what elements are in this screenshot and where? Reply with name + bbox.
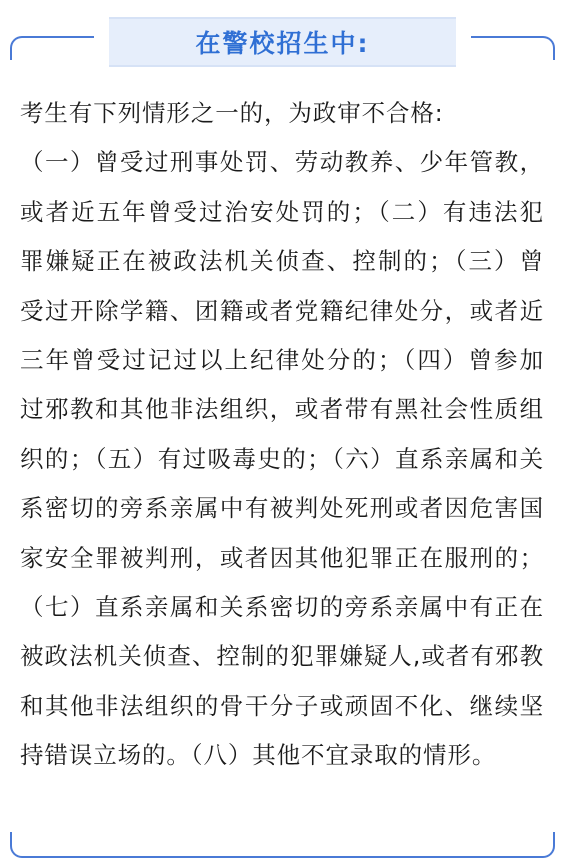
page-title: 在警校招生中: [195,29,370,58]
article-body [20,89,544,781]
title-banner [109,17,456,67]
criteria-paragraph: （一）曾受过刑事处罚、劳动教养、少年管教，或者近五年曾受过治安处罚的；（二）有违法犯罪嫌疑正在被政法机关侦查、控制的；（三）曾受过开除学籍、团籍或者党籍纪律处分，或者近三年曾受过记过以上纪律处分的；（四）曾参加过邪教和其他非法组织，或者带有黑社会性质组织的；（五）有过吸毒史的；（六）直系亲属和关系密切的旁系亲属中有被判处死刑或者因危害国家安全罪被判刑，或者因其他犯罪正在服刑的；（七）直系亲属和关系密切的旁系亲属中有正在被政法机关侦查、控制的犯罪嫌疑人,或者有邪教和其他非法组织的骨干分子或顽固不化、继续坚持错误立场的。（八）其他不宜录取的情形。 [20,148,544,770]
intro-line: 考生有下列情形之一的，为政审不合格: [20,99,444,127]
frame-corner-top-right [471,36,555,60]
frame-bottom [10,832,555,858]
frame-corner-top-left [10,36,94,60]
